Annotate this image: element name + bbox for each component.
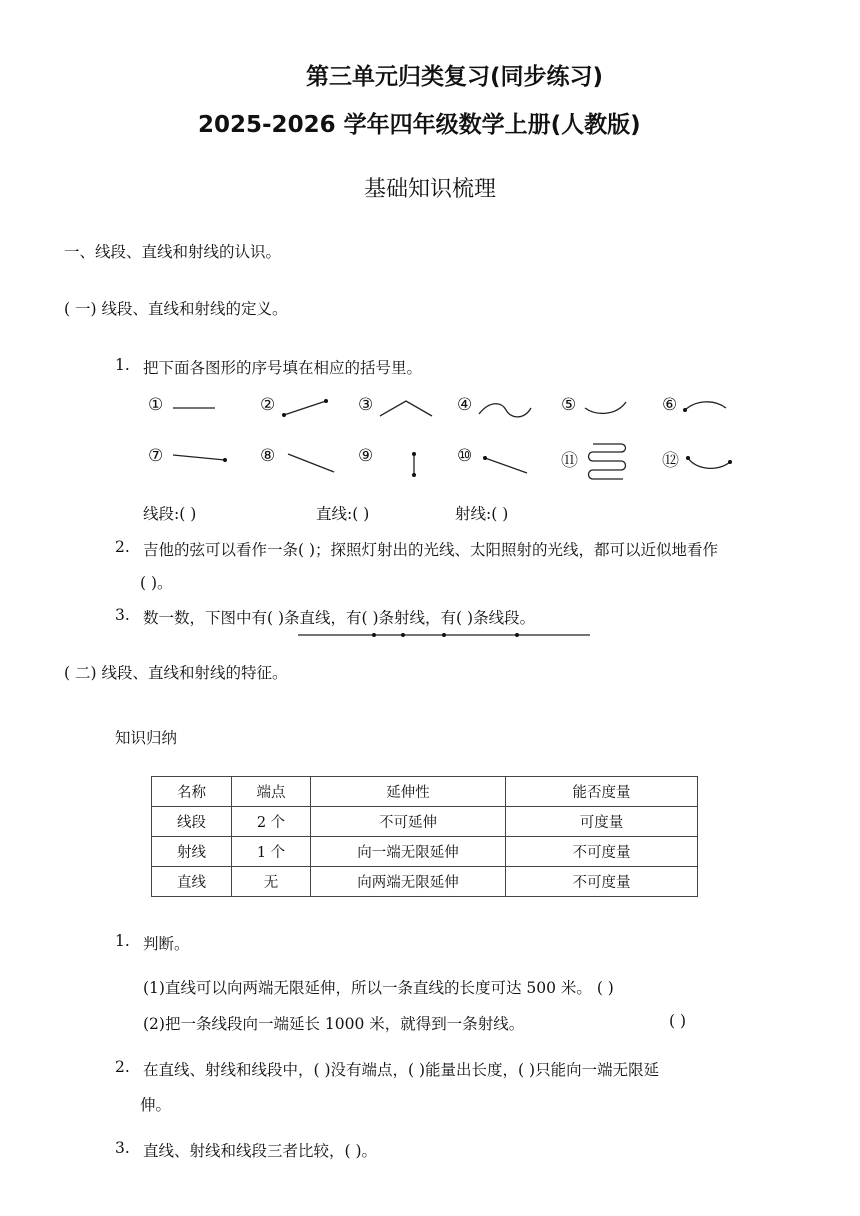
document-subtitle-grade: 2025-2026 学年四年级数学上册(人教版) bbox=[198, 112, 641, 138]
question-text-continued: 伸。 bbox=[140, 1096, 172, 1114]
figure-angle-3 bbox=[376, 398, 436, 420]
judgement-blank[interactable]: ( ) bbox=[669, 1012, 687, 1030]
question-number: 2. bbox=[115, 538, 130, 556]
table-cell: 直线 bbox=[152, 867, 232, 897]
figure-zigzag-11 bbox=[583, 440, 631, 484]
table-cell: 可度量 bbox=[506, 807, 698, 837]
question-text: 判断。 bbox=[143, 935, 190, 953]
question-text: 把下面各图形的序号填在相应的括号里。 bbox=[143, 359, 423, 377]
question-text: 直线、射线和线段三者比较，( )。 bbox=[143, 1142, 378, 1160]
table-header: 能否度量 bbox=[506, 777, 698, 807]
table-header-row bbox=[152, 777, 698, 807]
figure-curve-4 bbox=[476, 398, 534, 422]
question-number: 1. bbox=[115, 932, 130, 950]
table-header: 名称 bbox=[152, 777, 232, 807]
answer-line-blank[interactable]: 直线:( ) bbox=[316, 505, 370, 523]
figure-label: ① bbox=[148, 395, 164, 415]
answer-ray-blank[interactable]: 射线:( ) bbox=[455, 505, 509, 523]
table-header: 延伸性 bbox=[311, 777, 506, 807]
question-number: 1. bbox=[115, 356, 130, 374]
judgement-item: (1)直线可以向两端无限延伸，所以一条直线的长度可达 500 米。 ( ) bbox=[143, 979, 614, 997]
figure-label: ⑩ bbox=[457, 446, 473, 466]
part1-heading: ( 一) 线段、直线和射线的定义。 bbox=[64, 300, 288, 318]
figure-label: ⑪ bbox=[561, 451, 578, 471]
table-cell: 线段 bbox=[152, 807, 232, 837]
figure-curve-5 bbox=[582, 398, 632, 420]
figure-label: ⑦ bbox=[148, 446, 164, 466]
table-cell: 不可度量 bbox=[506, 837, 698, 867]
figure-arc-6 bbox=[682, 396, 730, 418]
question-text: 数一数，下图中有( )条直线，有( )条射线，有( )条线段。 bbox=[143, 609, 536, 627]
summary-label: 知识归纳 bbox=[115, 729, 178, 747]
figure-ray-7 bbox=[170, 448, 232, 468]
part2-heading: ( 二) 线段、直线和射线的特征。 bbox=[64, 664, 288, 682]
table-cell: 不可度量 bbox=[506, 867, 698, 897]
question-text: 在直线、射线和线段中，( )没有端点，( )能量出长度，( )只能向一端无限延 bbox=[143, 1061, 660, 1079]
figure-label: ④ bbox=[457, 395, 473, 415]
figure-line-8 bbox=[284, 450, 340, 476]
table-cell: 1 个 bbox=[232, 837, 311, 867]
table-row bbox=[152, 867, 698, 897]
figure-label: ② bbox=[260, 395, 276, 415]
table-cell: 不可延伸 bbox=[311, 807, 506, 837]
figure-arc-12 bbox=[684, 448, 736, 474]
knowledge-table bbox=[151, 776, 698, 897]
question-number: 2. bbox=[115, 1058, 130, 1076]
figure-label: ⑧ bbox=[260, 446, 276, 466]
figure-ray-10 bbox=[480, 452, 532, 476]
table-cell: 向一端无限延伸 bbox=[311, 837, 506, 867]
figure-label: ⑤ bbox=[561, 395, 577, 415]
table-row bbox=[152, 837, 698, 867]
section-heading: 一、线段、直线和射线的认识。 bbox=[64, 243, 282, 261]
figure-segment-9 bbox=[406, 450, 422, 480]
figure-label: ③ bbox=[358, 395, 374, 415]
table-cell: 射线 bbox=[152, 837, 232, 867]
figure-label: ⑨ bbox=[358, 446, 374, 466]
figure-points-on-line bbox=[296, 630, 592, 640]
judgement-item: (2)把一条线段向一端延长 1000 米，就得到一条射线。 bbox=[143, 1015, 525, 1033]
section-title: 基础知识梳理 bbox=[363, 177, 496, 202]
figure-segment-2 bbox=[278, 397, 334, 421]
table-cell: 向两端无限延伸 bbox=[311, 867, 506, 897]
figure-label: ⑥ bbox=[662, 395, 678, 415]
table-header: 端点 bbox=[232, 777, 311, 807]
table-row bbox=[152, 807, 698, 837]
document-title: 第三单元归类复习(同步练习) bbox=[306, 64, 604, 90]
figure-label: ⑫ bbox=[662, 451, 679, 471]
answer-segment-blank[interactable]: 线段:( ) bbox=[143, 505, 197, 523]
question-text: 吉他的弦可以看作一条( )；探照灯射出的光线、太阳照射的光线，都可以近似地看作 bbox=[143, 541, 719, 559]
question-number: 3. bbox=[115, 1139, 130, 1157]
table-cell: 无 bbox=[232, 867, 311, 897]
question-text-continued: ( )。 bbox=[140, 574, 173, 592]
question-number: 3. bbox=[115, 606, 130, 624]
table-cell: 2 个 bbox=[232, 807, 311, 837]
figure-line-1 bbox=[170, 398, 220, 418]
